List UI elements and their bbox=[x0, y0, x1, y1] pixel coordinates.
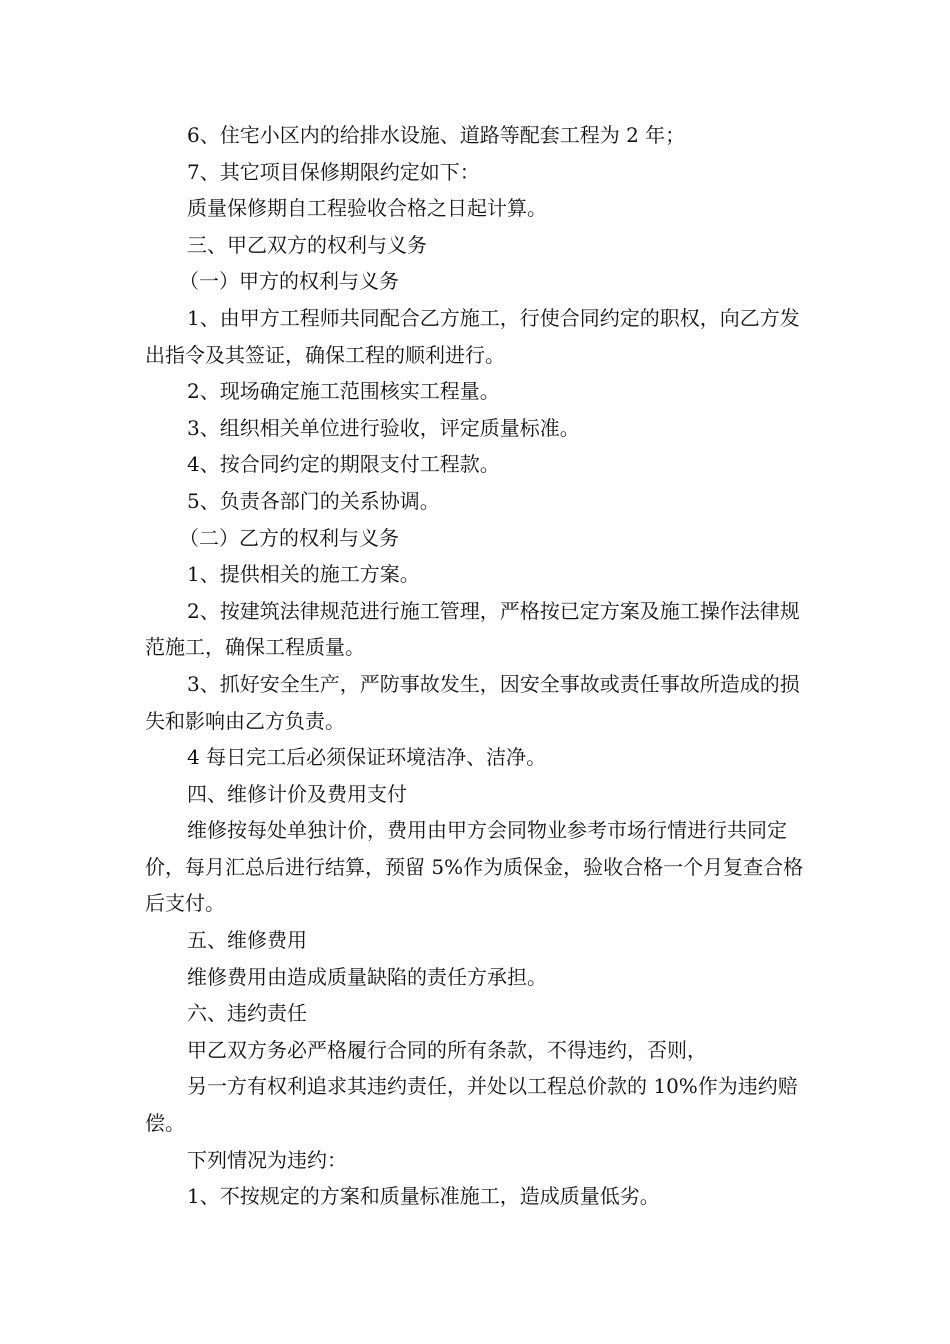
paragraph-party-b-1: 1、提供相关的施工方案。 bbox=[187, 562, 420, 587]
paragraph-party-a-1: 1、由甲方工程师共同配合乙方施工，行使合同约定的职权，向乙方发出指令及其签证，确保工程的顺利进行。 bbox=[145, 305, 800, 367]
paragraph-party-b-3: 3、抓好安全生产，严防事故发生，因安全事故或责任事故所造成的损失和影响由乙方负责。 bbox=[145, 671, 800, 733]
section-heading-repair-costs: 五、维修费用 bbox=[187, 928, 307, 953]
paragraph-breach-cases-intro: 下列情况为违约： bbox=[187, 1147, 347, 1172]
subsection-heading-party-a: （一）甲方的权利与义务 bbox=[179, 269, 399, 294]
paragraph-party-b-4: 4 每日完工后必须保证环境洁净、洁净。 bbox=[187, 745, 547, 770]
paragraph-repair-costs: 维修费用由造成质量缺陷的责任方承担。 bbox=[187, 964, 547, 989]
section-heading-pricing-payment: 四、维修计价及费用支付 bbox=[187, 781, 407, 806]
subsection-heading-party-b: （二）乙方的权利与义务 bbox=[179, 525, 399, 550]
paragraph-breach-obligation: 甲乙双方务必严格履行合同的所有条款，不得违约，否则， bbox=[187, 1037, 707, 1062]
section-heading-rights-obligations: 三、甲乙双方的权利与义务 bbox=[187, 232, 427, 257]
document-page bbox=[145, 117, 810, 1215]
paragraph-party-a-4: 4、按合同约定的期限支付工程款。 bbox=[187, 452, 500, 477]
paragraph-breach-compensation: 另一方有权利追求其违约责任，并处以工程总价款的 10%作为违约赔偿。 bbox=[145, 1074, 798, 1136]
paragraph-party-a-3: 3、组织相关单位进行验收，评定质量标准。 bbox=[187, 415, 580, 440]
paragraph-item-7-other-warranty: 7、其它项目保修期限约定如下： bbox=[187, 159, 480, 184]
paragraph-pricing-payment: 维修按每处单独计价，费用由甲方会同物业参考市场行情进行共同定价，每月汇总后进行结算，预留 5%作为质保金，验收合格一个月复查合格后支付。 bbox=[145, 818, 804, 916]
paragraph-breach-case-1: 1、不按规定的方案和质量标准施工，造成质量低劣。 bbox=[187, 1184, 660, 1209]
paragraph-party-a-2: 2、现场确定施工范围核实工程量。 bbox=[187, 379, 500, 404]
paragraph-party-b-2: 2、按建筑法律规范进行施工管理，严格按已定方案及施工操作法律规范施工，确保工程质量。 bbox=[145, 598, 800, 660]
paragraph-party-a-5: 5、负责各部门的关系协调。 bbox=[187, 488, 440, 513]
paragraph-item-6-warranty: 6、住宅小区内的给排水设施、道路等配套工程为 2 年； bbox=[187, 123, 686, 147]
paragraph-warranty-start: 质量保修期自工程验收合格之日起计算。 bbox=[187, 196, 547, 221]
section-heading-breach-liability: 六、违约责任 bbox=[187, 1001, 307, 1026]
